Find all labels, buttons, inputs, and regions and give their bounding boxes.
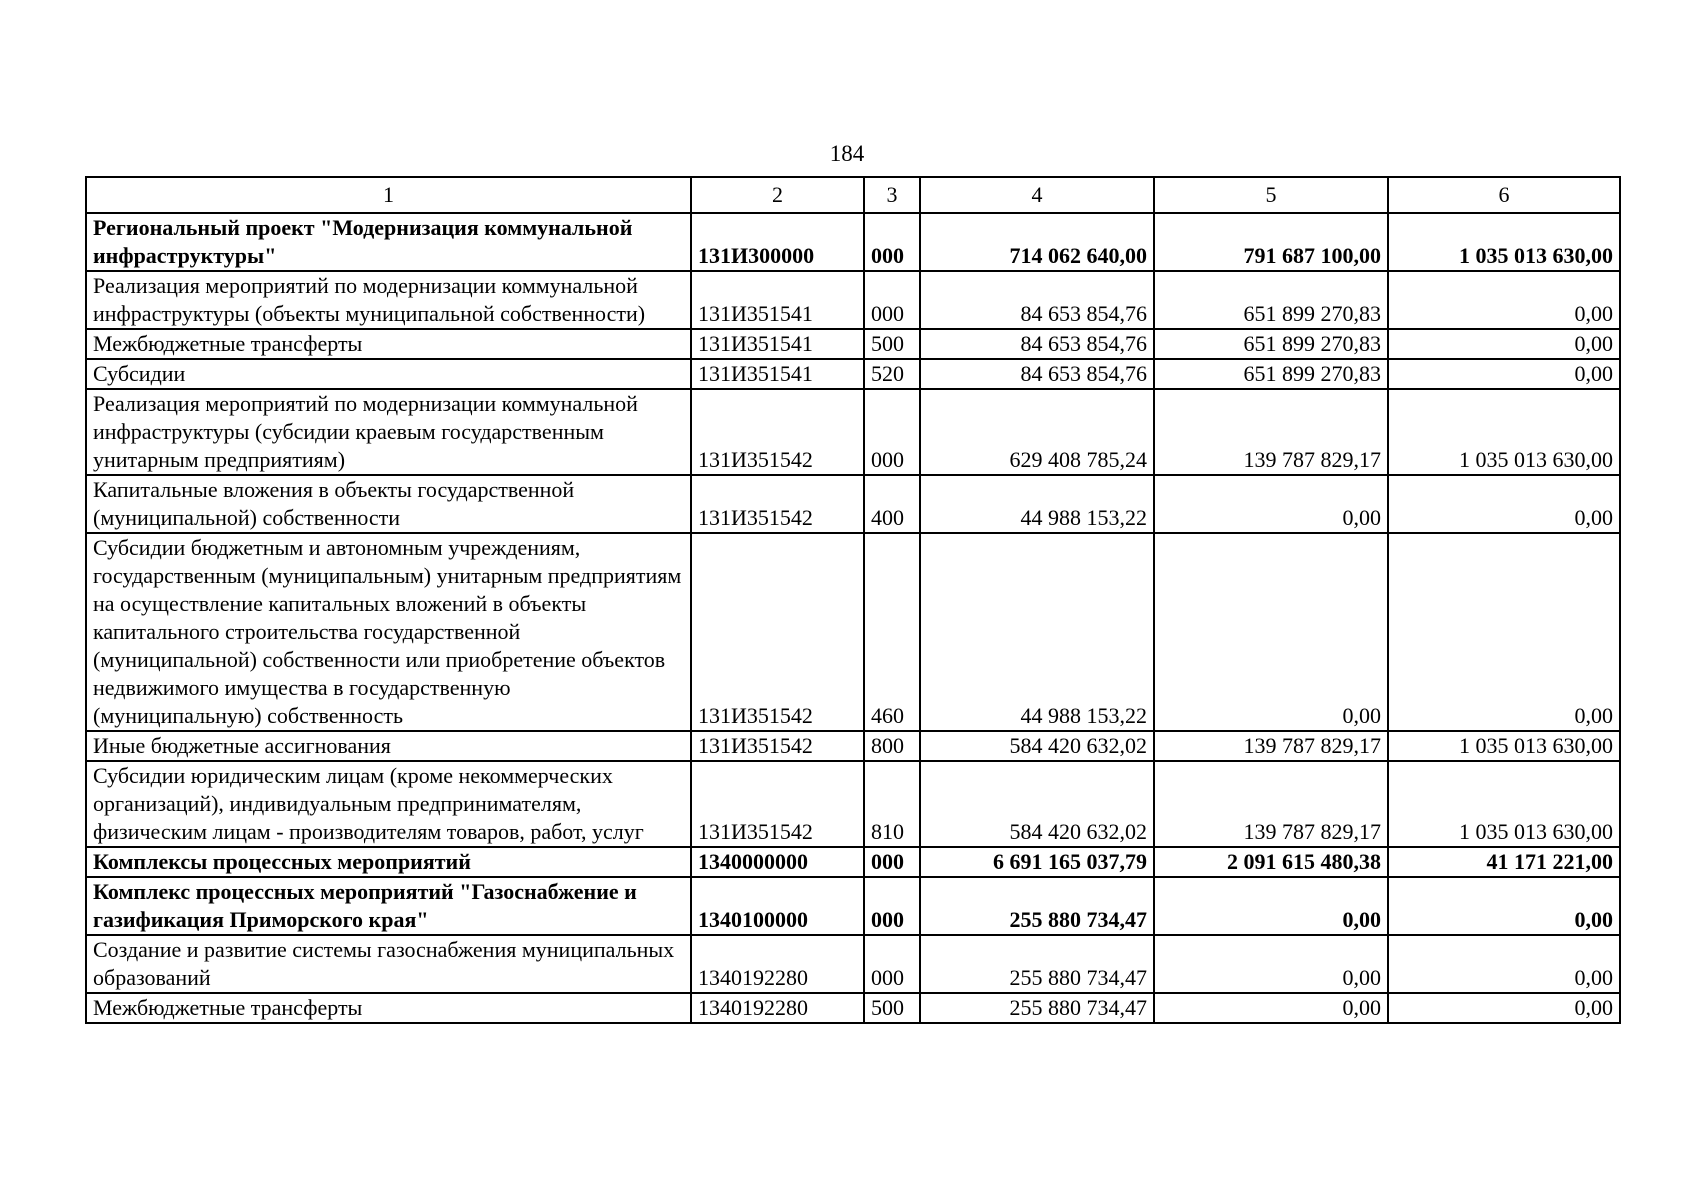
row-name: Капитальные вложения в объекты государственной (муниципальной) собственности xyxy=(86,475,691,533)
row-value-3: 0,00 xyxy=(1388,935,1620,993)
row-value-1: 629 408 785,24 xyxy=(920,389,1154,475)
row-value-3: 0,00 xyxy=(1388,533,1620,731)
row-value-3: 0,00 xyxy=(1388,271,1620,329)
row-name: Субсидии бюджетным и автономным учреждениям, государственным (муниципальным) унитарным предприятиям на осуществление капитальных вложений в объекты капитального строительства государственной (муниципальной) собственности или приобретение объектов недвижимого имущества в государственную (муниципальную) собственность xyxy=(86,533,691,731)
row-value-3: 0,00 xyxy=(1388,475,1620,533)
row-name: Межбюджетные трансферты xyxy=(86,993,691,1023)
column-header: 2 xyxy=(691,177,864,213)
row-value-2: 0,00 xyxy=(1154,877,1388,935)
row-value-1: 44 988 153,22 xyxy=(920,533,1154,731)
column-header: 3 xyxy=(864,177,920,213)
row-code: 1340192280 xyxy=(691,935,864,993)
row-code: 131И351542 xyxy=(691,761,864,847)
row-name: Региональный проект "Модернизация коммунальной инфраструктуры" xyxy=(86,213,691,271)
column-header: 5 xyxy=(1154,177,1388,213)
row-kind: 000 xyxy=(864,847,920,877)
row-value-1: 255 880 734,47 xyxy=(920,993,1154,1023)
table-row xyxy=(86,533,1620,731)
row-value-1: 84 653 854,76 xyxy=(920,329,1154,359)
row-code: 131И300000 xyxy=(691,213,864,271)
table-row xyxy=(86,761,1620,847)
table-row xyxy=(86,993,1620,1023)
row-kind: 460 xyxy=(864,533,920,731)
row-code: 1340100000 xyxy=(691,877,864,935)
row-name: Реализация мероприятий по модернизации коммунальной инфраструктуры (объекты муниципальной собственности) xyxy=(86,271,691,329)
row-code: 131И351541 xyxy=(691,271,864,329)
table-row xyxy=(86,389,1620,475)
row-name: Создание и развитие системы газоснабжения муниципальных образований xyxy=(86,935,691,993)
row-code: 131И351542 xyxy=(691,533,864,731)
row-value-2: 0,00 xyxy=(1154,533,1388,731)
budget-table xyxy=(85,176,1621,1024)
row-value-1: 714 062 640,00 xyxy=(920,213,1154,271)
table-row xyxy=(86,271,1620,329)
row-name: Реализация мероприятий по модернизации коммунальной инфраструктуры (субсидии краевым государственным унитарным предприятиям) xyxy=(86,389,691,475)
row-name: Межбюджетные трансферты xyxy=(86,329,691,359)
table-row xyxy=(86,359,1620,389)
row-value-3: 0,00 xyxy=(1388,877,1620,935)
row-code: 131И351542 xyxy=(691,475,864,533)
row-code: 131И351542 xyxy=(691,731,864,761)
row-value-2: 651 899 270,83 xyxy=(1154,329,1388,359)
row-value-3: 0,00 xyxy=(1388,993,1620,1023)
row-code: 131И351542 xyxy=(691,389,864,475)
page-number: 184 xyxy=(829,141,865,166)
row-name: Комплекс процессных мероприятий "Газоснабжение и газификация Приморского края" xyxy=(86,877,691,935)
row-code: 131И351541 xyxy=(691,359,864,389)
row-value-1: 84 653 854,76 xyxy=(920,359,1154,389)
row-value-3: 41 171 221,00 xyxy=(1388,847,1620,877)
row-value-2: 0,00 xyxy=(1154,475,1388,533)
row-value-2: 791 687 100,00 xyxy=(1154,213,1388,271)
column-header: 1 xyxy=(86,177,691,213)
row-value-1: 584 420 632,02 xyxy=(920,731,1154,761)
row-name: Иные бюджетные ассигнования xyxy=(86,731,691,761)
row-kind: 500 xyxy=(864,329,920,359)
row-name: Комплексы процессных мероприятий xyxy=(86,847,691,877)
table-row xyxy=(86,475,1620,533)
row-value-2: 2 091 615 480,38 xyxy=(1154,847,1388,877)
row-code: 131И351541 xyxy=(691,329,864,359)
row-kind: 500 xyxy=(864,993,920,1023)
row-kind: 810 xyxy=(864,761,920,847)
row-value-2: 139 787 829,17 xyxy=(1154,731,1388,761)
row-name: Субсидии юридическим лицам (кроме некоммерческих организаций), индивидуальным предпринимателям, физическим лицам - производителям товаров, работ, услуг xyxy=(86,761,691,847)
row-value-1: 255 880 734,47 xyxy=(920,877,1154,935)
table-row xyxy=(86,935,1620,993)
table-row xyxy=(86,213,1620,271)
row-kind: 520 xyxy=(864,359,920,389)
row-value-1: 255 880 734,47 xyxy=(920,935,1154,993)
row-value-2: 139 787 829,17 xyxy=(1154,761,1388,847)
row-value-3: 1 035 013 630,00 xyxy=(1388,761,1620,847)
row-value-2: 651 899 270,83 xyxy=(1154,271,1388,329)
row-value-1: 6 691 165 037,79 xyxy=(920,847,1154,877)
row-kind: 400 xyxy=(864,475,920,533)
row-value-3: 1 035 013 630,00 xyxy=(1388,389,1620,475)
table-row xyxy=(86,877,1620,935)
row-kind: 000 xyxy=(864,935,920,993)
row-kind: 000 xyxy=(864,389,920,475)
table-row xyxy=(86,847,1620,877)
row-name: Субсидии xyxy=(86,359,691,389)
row-value-1: 44 988 153,22 xyxy=(920,475,1154,533)
row-kind: 000 xyxy=(864,877,920,935)
row-value-3: 1 035 013 630,00 xyxy=(1388,731,1620,761)
row-value-2: 139 787 829,17 xyxy=(1154,389,1388,475)
table-row xyxy=(86,731,1620,761)
row-value-2: 0,00 xyxy=(1154,935,1388,993)
row-value-2: 651 899 270,83 xyxy=(1154,359,1388,389)
row-kind: 000 xyxy=(864,213,920,271)
row-value-3: 1 035 013 630,00 xyxy=(1388,213,1620,271)
column-header: 6 xyxy=(1388,177,1620,213)
row-value-3: 0,00 xyxy=(1388,359,1620,389)
row-code: 1340192280 xyxy=(691,993,864,1023)
row-value-2: 0,00 xyxy=(1154,993,1388,1023)
column-header: 4 xyxy=(920,177,1154,213)
row-code: 1340000000 xyxy=(691,847,864,877)
table-row xyxy=(86,329,1620,359)
column-number-row xyxy=(86,177,1620,213)
row-kind: 800 xyxy=(864,731,920,761)
row-value-1: 584 420 632,02 xyxy=(920,761,1154,847)
row-value-1: 84 653 854,76 xyxy=(920,271,1154,329)
row-value-3: 0,00 xyxy=(1388,329,1620,359)
row-kind: 000 xyxy=(864,271,920,329)
